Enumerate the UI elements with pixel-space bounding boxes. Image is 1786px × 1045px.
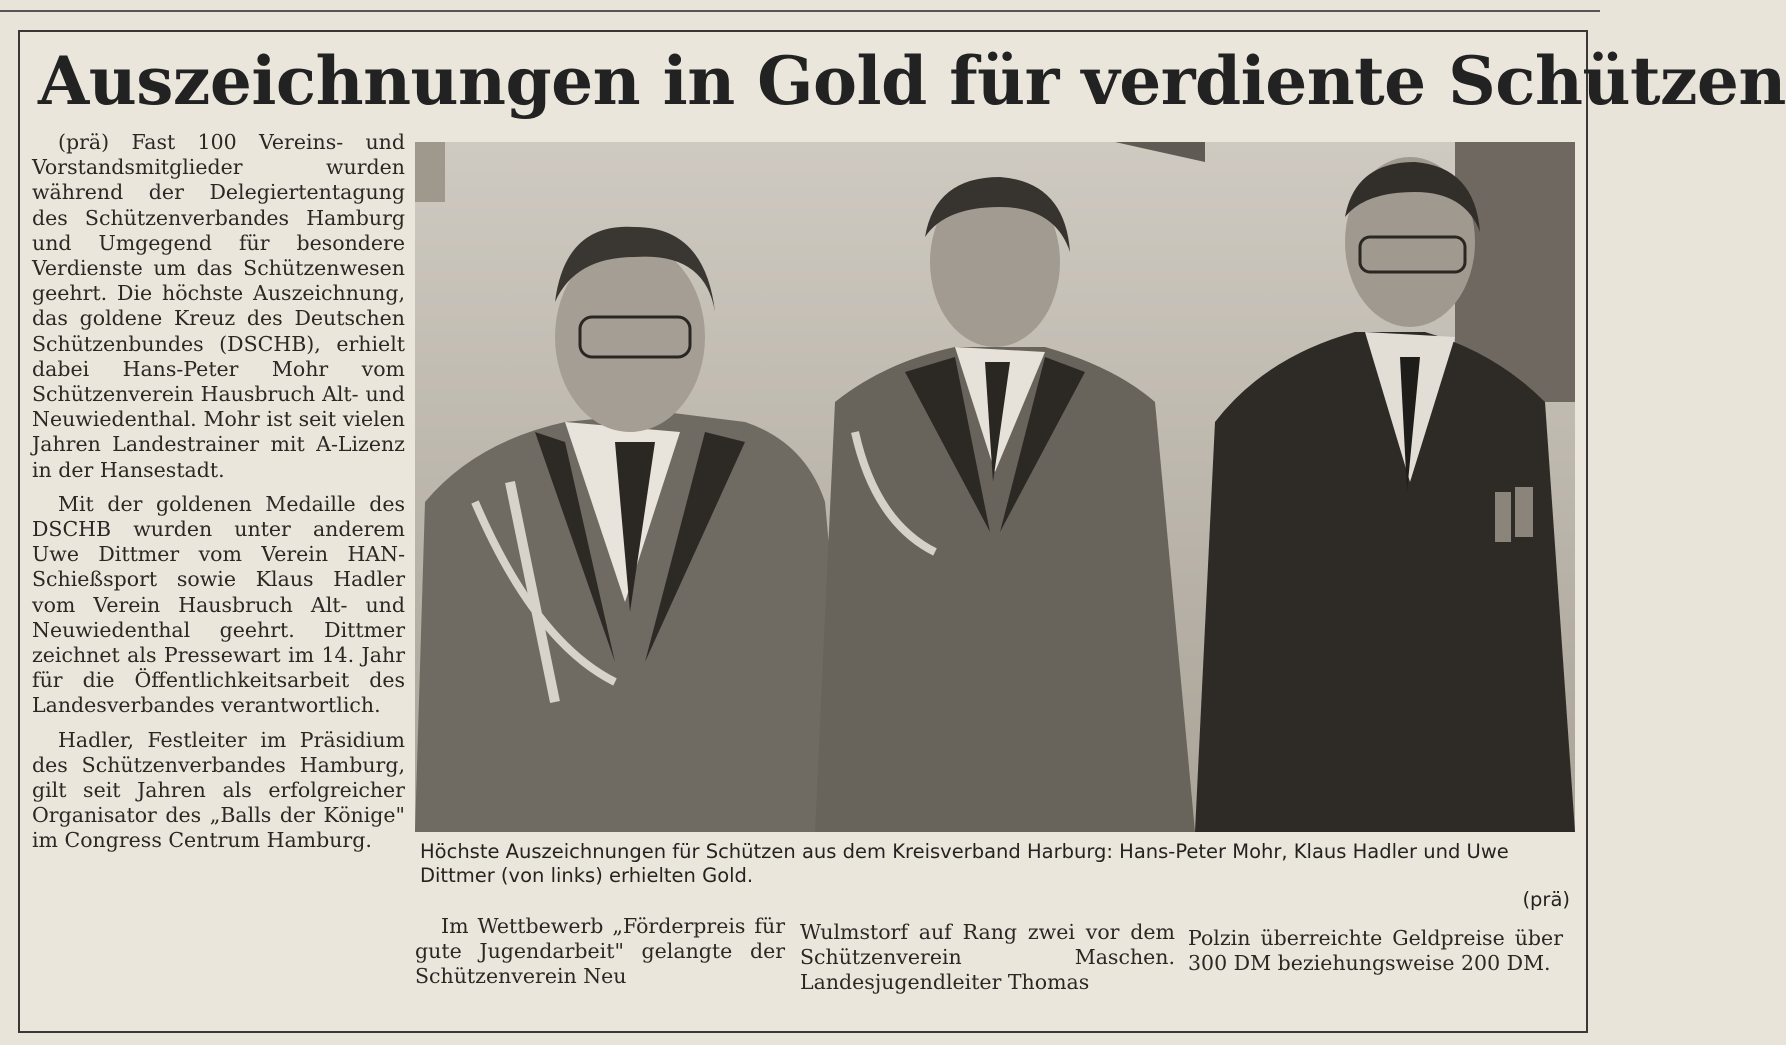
photo-caption (420, 840, 1570, 912)
bottom-paragraph-1: Im Wettbewerb „Förderpreis für gute Jugendarbeit" gelangte der Schützenverein Neu (415, 914, 785, 989)
bottom-column-1 (415, 914, 785, 990)
photo-three-men (415, 142, 1575, 832)
paragraph-1: (prä) Fast 100 Vereins- und Vorstandsmitglieder wurden während der Delegiertentagung des Schützenverbandes Hamburg und Umgegend für besondere Verdienste um das Schützenwesen geehrt. Die höchste Auszeichnung, das goldene Kreuz des Deutschen Schützenbundes (DSCHB), erhielt dabei Hans-Peter Mohr vom Schützenverein Hausbruch Alt- und Neuwiedenthal. Mohr ist seit vielen Jahren Landestrainer mit A-Lizenz in der Hansestadt. (32, 130, 405, 482)
bottom-column-2 (800, 920, 1175, 996)
paragraph-2: Mit der goldenen Medaille des DSCHB wurden unter anderem Uwe Dittmer vom Verein HAN-Schießsport sowie Klaus Hadler vom Verein Hausbruch Alt- und Neuwiedenthal geehrt. Dittmer zeichnet als Pressewart im 14. Jahr für die Öffentlichkeitsarbeit des Landesverbandes verantwortlich. (32, 491, 405, 718)
bottom-column-3 (1188, 926, 1563, 976)
article-photo (415, 142, 1575, 832)
headline: Auszeichnungen in Gold für verdiente Schützen (38, 42, 1786, 120)
left-column (32, 130, 405, 854)
top-rule (0, 10, 1600, 12)
caption-credit: (prä) (1522, 888, 1570, 911)
article-frame (18, 30, 1786, 1033)
caption-text: Höchste Auszeichnungen für Schützen aus dem Kreisverband Harburg: Hans-Peter Mohr, Klaus Hadler und Uwe Dittmer (von links) erhielten Gold. (420, 840, 1509, 887)
bottom-paragraph-2: Wulmstorf auf Rang zwei vor dem Schützenverein Maschen. Landesjugendleiter Thomas (800, 920, 1175, 995)
bottom-paragraph-3: Polzin überreichte Geldpreise über 300 DM beziehungsweise 200 DM. (1188, 926, 1563, 976)
paragraph-3: Hadler, Festleiter im Präsidium des Schützenverbandes Hamburg, gilt seit Jahren als erfolgreicher Organisator des „Balls der Könige" im Congress Centrum Hamburg. (32, 727, 405, 853)
